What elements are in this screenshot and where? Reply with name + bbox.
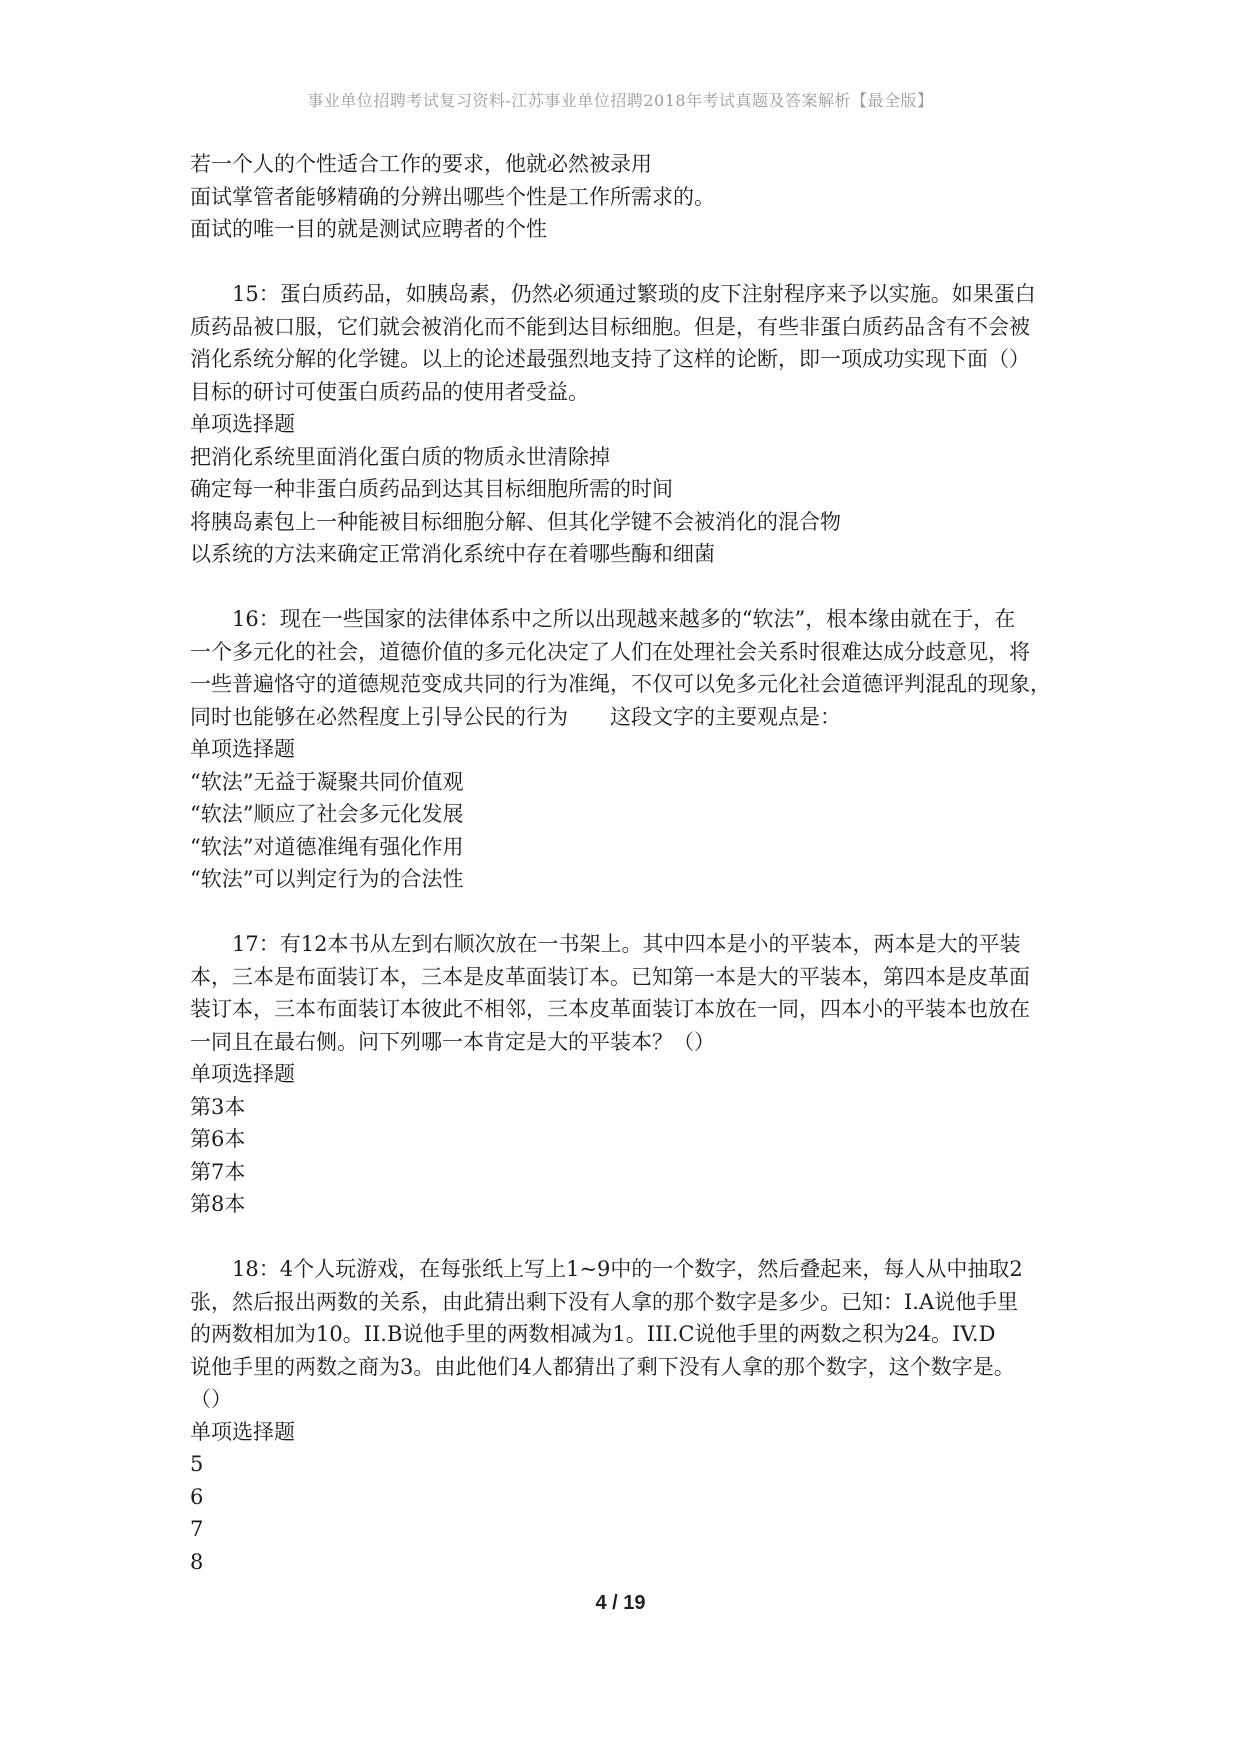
option: “软法”无益于凝聚共同价值观 [190, 769, 464, 794]
question-18 [190, 1253, 1070, 1578]
option: 第7本 [190, 1159, 246, 1184]
option: “软法”对道德准绳有强化作用 [190, 834, 464, 859]
question-type-label: 单项选择题 [190, 737, 295, 761]
option: 第8本 [190, 1192, 246, 1216]
question-text: 一个多元化的社会，道德价值的多元化决定了人们在处理社会关系时很难达成分歧意见，将 [190, 639, 1030, 664]
option: 7 [190, 1517, 204, 1541]
option: 把消化系统里面消化蛋白质的物质永世清除掉 [190, 444, 610, 469]
question-17 [190, 928, 1070, 1221]
question-text: 说他手里的两数之商为3。由此他们4人都猜出了剩下没有人拿的那个数字，这个数字是。 [190, 1354, 1015, 1379]
question-text: 目标的研讨可使蛋白质药品的使用者受益。 [190, 379, 589, 404]
option: 将胰岛素包上一种能被目标细胞分解、但其化学键不会被消化的混合物 [190, 509, 841, 534]
question-16 [190, 603, 1070, 896]
option: 面试的唯一目的就是测试应聘者的个性 [190, 217, 547, 241]
question-text: 16：现在一些国家的法律体系中之所以出现越来越多的“软法”，根本缘由就在于，在 [232, 607, 1016, 631]
question-text: 15：蛋白质药品，如胰岛素，仍然必须通过繁琐的皮下注射程序来予以实施。如果蛋白 [232, 282, 1036, 306]
document-body [190, 148, 1070, 1578]
option: 以系统的方法来确定正常消化系统中存在着哪些酶和细菌 [190, 542, 715, 566]
question-text: 消化系统分解的化学键。以上的论述最强烈地支持了这样的论断，即一项成功实现下面（） [190, 347, 1030, 371]
option: 确定每一种非蛋白质药品到达其目标细胞所需的时间 [190, 477, 673, 501]
question-15 [190, 278, 1070, 571]
question-text: 张，然后报出两数的关系，由此猜出剩下没有人拿的那个数字是多少。已知：I.A说他手里 [190, 1289, 1019, 1314]
previous-question-options [190, 148, 1070, 246]
question-text: 同时也能够在必然程度上引导公民的行为 这段文字的主要观点是： [190, 704, 841, 729]
question-text: 质药品被口服，它们就会被消化而不能到达目标细胞。但是，有些非蛋白质药品含有不会被 [190, 314, 1030, 339]
option: 6 [190, 1484, 204, 1509]
option: 5 [190, 1452, 204, 1476]
question-type-label: 单项选择题 [190, 1062, 295, 1086]
option: “软法”顺应了社会多元化发展 [190, 802, 464, 826]
option: “软法”可以判定行为的合法性 [190, 867, 464, 891]
question-text: 17：有12本书从左到右顺次放在一书架上。其中四本是小的平装本，两本是大的平装 [232, 932, 1021, 956]
page-number: 4 / 19 [595, 1592, 646, 1614]
option: 8 [190, 1549, 204, 1574]
question-text: 装订本，三本布面装订本彼此不相邻，三本皮革面装订本放在一同，四本小的平装本也放在 [190, 997, 1030, 1021]
option: 第6本 [190, 1127, 246, 1151]
question-type-label: 单项选择题 [190, 412, 295, 436]
question-text: 本，三本是布面装订本，三本是皮革面装订本。已知第一本是大的平装本，第四本是皮革面 [190, 964, 1030, 989]
question-text: 的两数相加为10。II.B说他手里的两数相减为1。III.C说他手里的两数之积为24。IV.D [190, 1322, 996, 1346]
option: 若一个人的个性适合工作的要求，他就必然被录用 [190, 152, 652, 176]
question-type-label: 单项选择题 [190, 1419, 295, 1444]
page-header: 事业单位招聘考试复习资料-江苏事业单位招聘2018年考试真题及答案解析【最全版】 [307, 91, 934, 110]
option: 面试掌管者能够精确的分辨出哪些个性是工作所需求的。 [190, 184, 715, 209]
question-text: （） [190, 1387, 232, 1411]
option: 第3本 [190, 1094, 246, 1119]
question-text: 18：4个人玩游戏，在每张纸上写上1~9中的一个数字，然后叠起来，每人从中抽取2 [232, 1257, 1023, 1281]
question-text: 一些普遍恪守的道德规范变成共同的行为准绳，不仅可以免多元化社会道德评判混乱的现象， [190, 672, 1051, 696]
question-text: 一同且在最右侧。问下列哪一本肯定是大的平装本？（） [190, 1029, 715, 1054]
